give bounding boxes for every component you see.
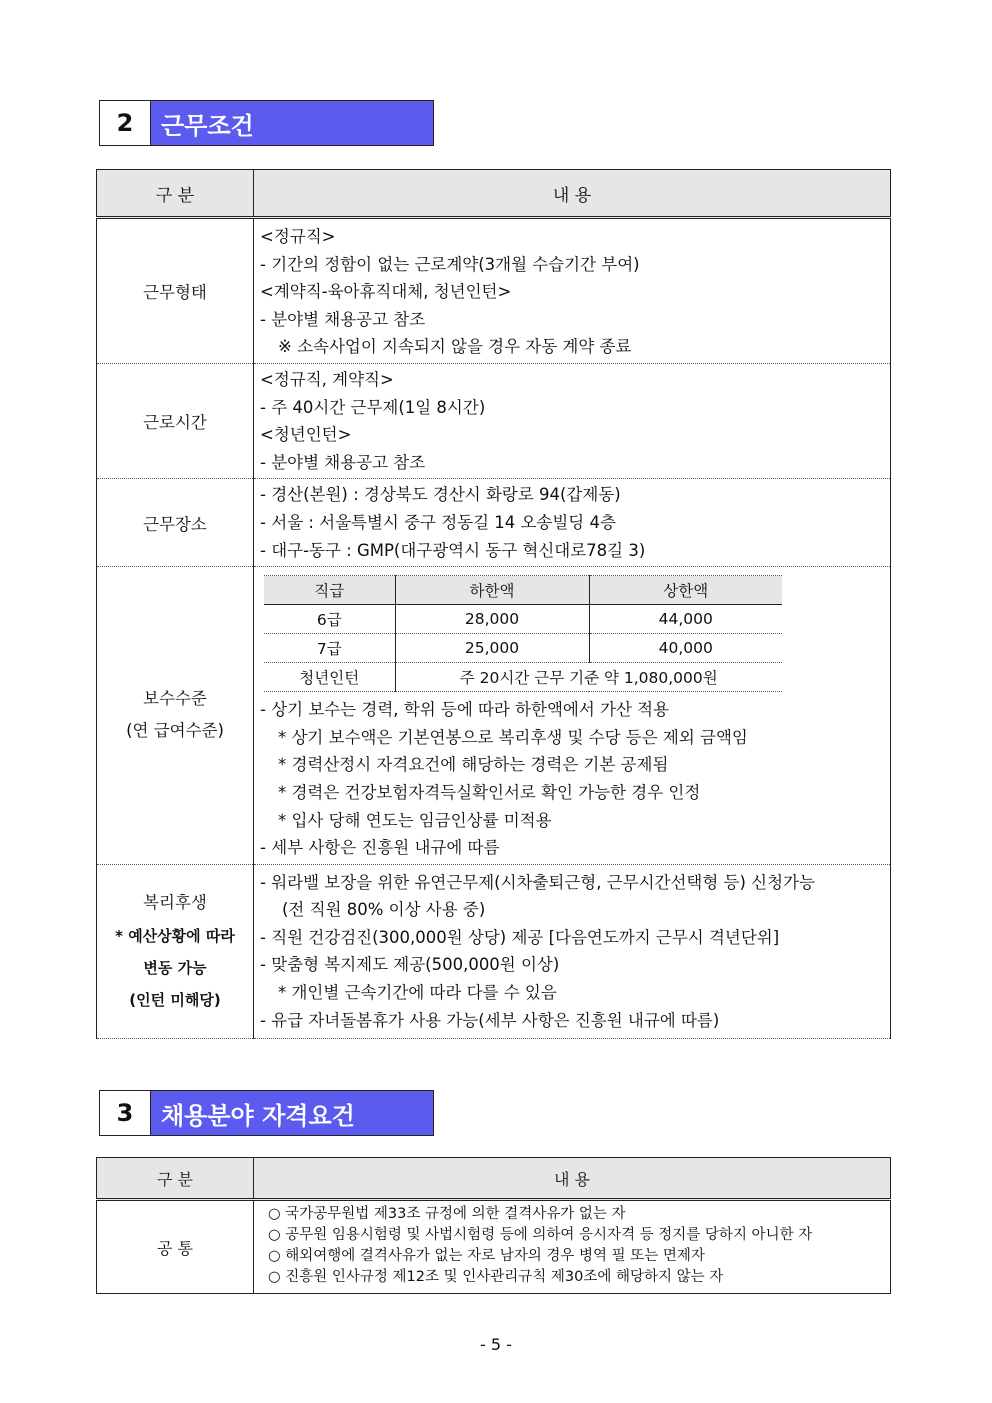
section-number: 2 (100, 101, 151, 145)
qualification-table (96, 1157, 891, 1294)
row-content (254, 864, 891, 1039)
content-note: * 경력산정시 자격요건에 해당하는 경력은 기본 공제됨 (278, 755, 669, 775)
salary-grade: 6급 (264, 605, 395, 634)
salary-header: 상한액 (589, 576, 782, 605)
salary-grade: 7급 (264, 634, 395, 663)
content-line: - 워라밸 보장을 위한 유연근무제(시차출퇴근형, 근무시간선택형 등) 신청가능 (260, 872, 815, 892)
row-label (97, 864, 254, 1039)
row-label-note: * 예산상황에 따라 (115, 927, 235, 946)
row-content (254, 218, 891, 364)
row-label-main: 보수수준 (143, 689, 207, 709)
salary-row-intern (264, 663, 782, 692)
content-line: <정규직> (260, 227, 336, 246)
work-conditions-table (96, 169, 891, 1039)
content-line: - 유급 자녀돌봄휴가 사용 가능(세부 사항은 진흥원 내규에 따름) (260, 1010, 720, 1030)
row-label-main: 복리후생 (143, 893, 207, 913)
content-line: - 대구-동구 : GMP(대구광역시 동구 혁신대로78길 3) (260, 540, 646, 560)
header-content: 내 용 (254, 170, 891, 218)
table-header-row (97, 1158, 891, 1200)
row-label: 공 통 (97, 1200, 254, 1294)
header-content: 내 용 (254, 1158, 891, 1200)
row-label-note: 변동 가능 (143, 959, 207, 978)
content-note: ※ 소속사업이 지속되지 않을 경우 자동 계약 종료 (278, 337, 632, 357)
content-note: (전 직원 80% 이상 사용 중) (282, 900, 486, 920)
content-line: <청년인턴> (260, 425, 352, 445)
salary-min: 25,000 (395, 634, 589, 663)
content-line: - 주 40시간 근무제(1일 8시간) (260, 397, 486, 417)
section-2-header (99, 100, 434, 146)
salary-max: 44,000 (589, 605, 782, 634)
content-line: - 경산(본원) : 경상북도 경산시 화랑로 94(갑제동) (260, 485, 621, 505)
salary-header: 직급 (264, 576, 395, 605)
salary-intern-amount: 주 20시간 근무 기준 약 1,080,000원 (395, 663, 782, 692)
content-line: - 기간의 정함이 없는 근로계약(3개월 수습기간 부여) (260, 254, 640, 274)
content-line: - 분야별 채용공고 참조 (260, 309, 426, 329)
content-note: * 상기 보수액은 기본연봉으로 복리후생 및 수당 등은 제외 금액임 (278, 727, 748, 747)
content-note: * 개인별 근속기간에 따라 다를 수 있음 (278, 983, 557, 1003)
table-row (97, 567, 891, 865)
salary-row (264, 634, 782, 663)
salary-grade: 청년인턴 (264, 663, 395, 692)
row-label-sub: (연 급여수준) (126, 721, 224, 741)
qualification-item: ○ 공무원 임용시험령 및 사법시험령 등에 의하여 응시자격 등 정지를 당하지 아니한 자 (268, 1227, 813, 1243)
row-label: 근무형태 (97, 218, 254, 364)
header-category: 구 분 (97, 170, 254, 218)
section-number: 3 (100, 1091, 151, 1135)
section-3-header (99, 1090, 434, 1136)
content-note: * 경력은 건강보험자격득실확인서로 확인 가능한 경우 인정 (278, 782, 701, 802)
section-title: 근무조건 (151, 101, 433, 145)
salary-min: 28,000 (395, 605, 589, 634)
content-line: <계약직-육아휴직대체, 청년인턴> (260, 282, 512, 302)
row-label-note: (인턴 미해당) (129, 991, 221, 1010)
content-line: - 직원 건강검진(300,000원 상당) 제공 [다음연도까지 근무시 격년단위] (260, 927, 780, 947)
page-number: - 5 - (480, 1335, 512, 1354)
content-line: - 상기 보수는 경력, 학위 등에 따라 하한액에서 가산 적용 (260, 700, 670, 720)
table-header-row (97, 170, 891, 218)
header-category: 구 분 (97, 1158, 254, 1200)
content-line: - 분야별 채용공고 참조 (260, 452, 426, 472)
qualification-item: ○ 진흥원 인사규정 제12조 및 인사관리규칙 제30조에 해당하지 않는 자 (268, 1269, 724, 1285)
row-label (97, 567, 254, 865)
row-content (254, 1200, 891, 1294)
table-row (97, 218, 891, 364)
section-title: 채용분야 자격요건 (151, 1091, 433, 1135)
content-line: <정규직, 계약직> (260, 369, 394, 389)
content-note: * 입사 당해 연도는 임금인상률 미적용 (278, 810, 552, 830)
salary-header-row (264, 576, 782, 605)
content-line: - 세부 사항은 진흥원 내규에 따름 (260, 838, 500, 858)
table-row (97, 1200, 891, 1294)
salary-max: 40,000 (589, 634, 782, 663)
row-content (254, 363, 891, 478)
qualification-item: ○ 국가공무원법 제33조 규정에 의한 결격사유가 없는 자 (268, 1206, 626, 1222)
row-content (254, 479, 891, 567)
table-row (97, 864, 891, 1039)
table-row (97, 479, 891, 567)
salary-header: 하한액 (395, 576, 589, 605)
row-label: 근무장소 (97, 479, 254, 567)
row-content (254, 567, 891, 865)
content-line: - 서울 : 서울특별시 중구 정동길 14 오송빌딩 4층 (260, 512, 616, 532)
table-row (97, 363, 891, 478)
qualification-item: ○ 해외여행에 결격사유가 없는 자로 남자의 경우 병역 필 또는 면제자 (268, 1248, 705, 1264)
content-line: - 맞춤형 복지제도 제공(500,000원 이상) (260, 955, 560, 975)
row-label: 근로시간 (97, 363, 254, 478)
salary-row (264, 605, 782, 634)
salary-table (264, 575, 782, 692)
